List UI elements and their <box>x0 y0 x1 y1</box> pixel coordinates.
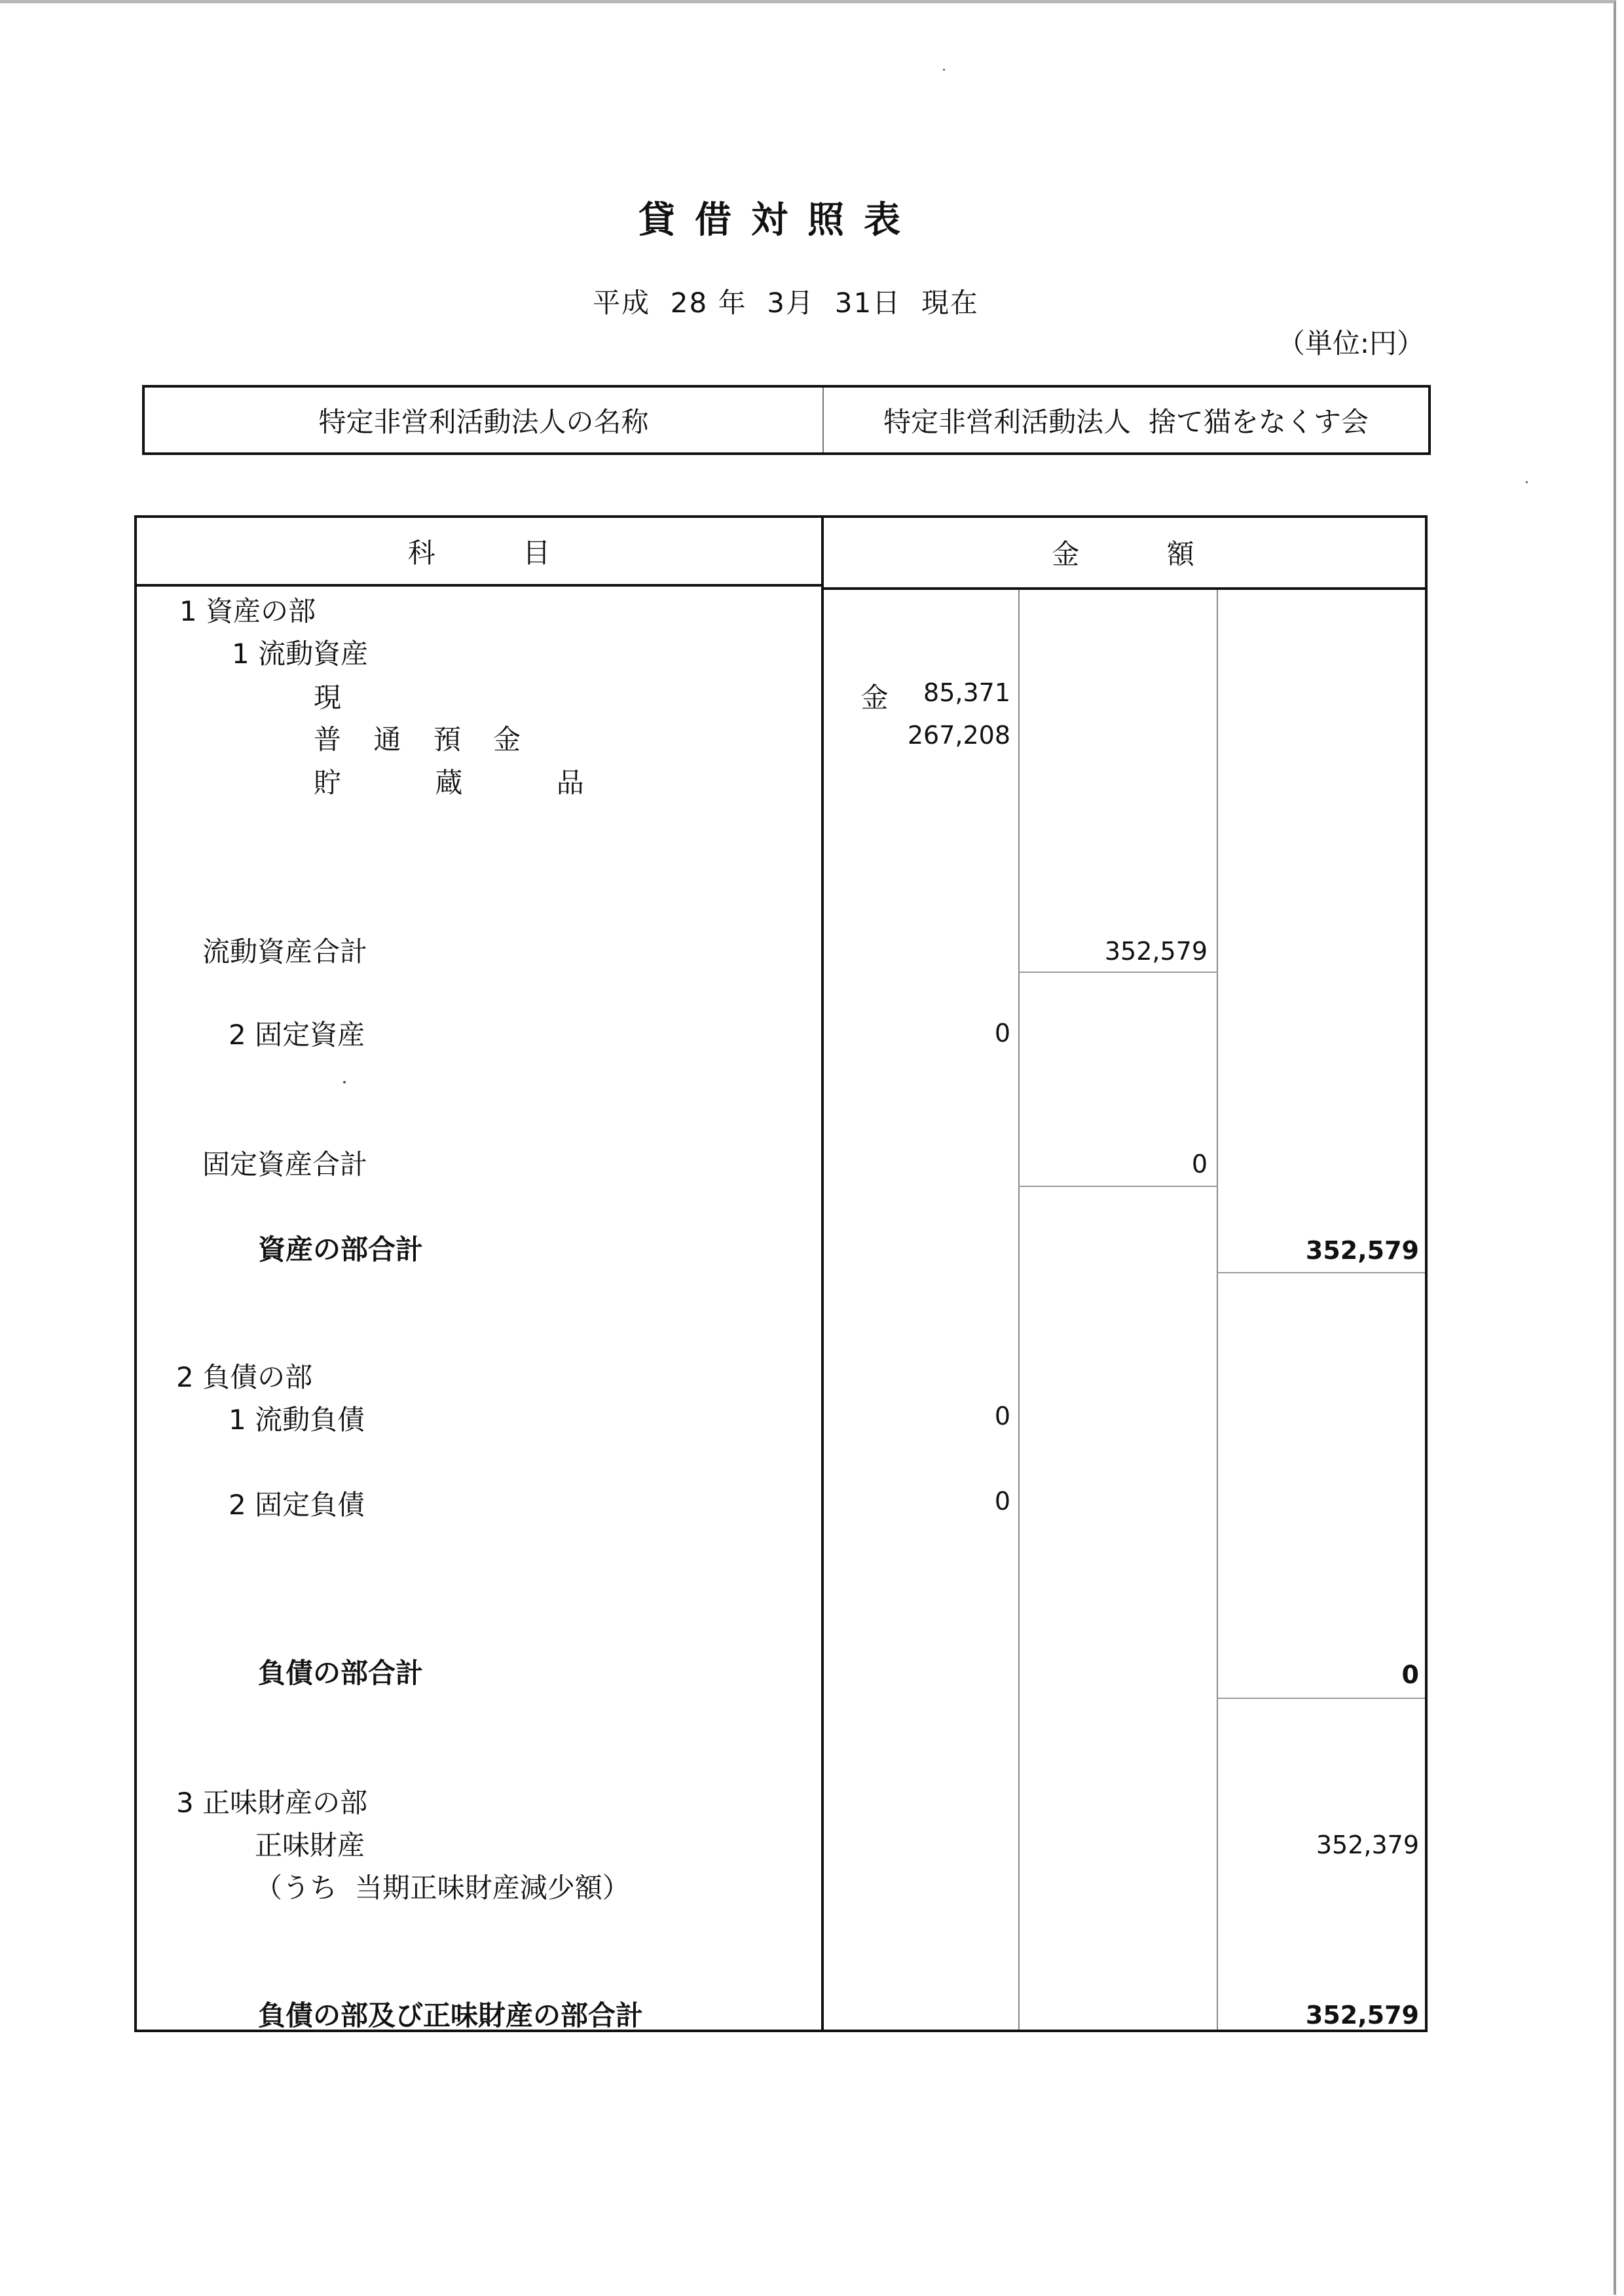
organization-name: 特定非営利活動法人 捨て猫をなくす会 <box>883 405 1369 438</box>
subject-header: 科 目 <box>137 518 821 587</box>
fixed-assets-total-value: 0 <box>1191 1150 1208 1178</box>
fixed-liabilities-value: 0 <box>994 1487 1010 1516</box>
liabilities-total-rule <box>1217 1698 1425 1699</box>
assets-section-heading: 1 資産の部 <box>179 595 316 627</box>
balance-sheet-table <box>134 515 1428 2032</box>
fixed-assets-heading: 2 固定資産 <box>229 1019 365 1051</box>
grand-total-label: 負債の部及び正味財産の部合計 <box>258 1999 644 2032</box>
fixed-liabilities-label: 2 固定負債 <box>229 1489 365 1521</box>
fixed-assets-value: 0 <box>994 1019 1010 1048</box>
cash-value: 85,371 <box>923 678 1010 707</box>
current-liabilities-value: 0 <box>994 1402 1010 1430</box>
document-title: 貸借対照表 <box>638 199 920 242</box>
grand-total-value: 352,579 <box>1305 2001 1419 2030</box>
liabilities-total-label: 負債の部合計 <box>258 1657 424 1689</box>
net-assets-label: 正味財産 <box>255 1829 365 1861</box>
current-liabilities-label: 1 流動負債 <box>229 1404 365 1436</box>
liabilities-total-value: 0 <box>1401 1660 1419 1689</box>
deposit-value: 267,208 <box>907 721 1010 750</box>
organization-name-table <box>142 385 1431 455</box>
stock-label: 貯 蔵 品 <box>314 767 596 799</box>
amount-header: 金 額 <box>821 518 1425 590</box>
net-assets-section-heading: 3 正味財産の部 <box>176 1787 368 1819</box>
net-assets-decrease-label: （うち 当期正味財産減少額） <box>255 1872 630 1904</box>
organization-label: 特定非営利活動法人の名称 <box>145 388 824 452</box>
fixed-assets-total-rule <box>1018 1186 1218 1187</box>
amount-column-divider-2 <box>1217 590 1218 2030</box>
scan-speck <box>1526 481 1528 483</box>
assets-total-rule <box>1217 1272 1425 1273</box>
scan-speck <box>343 1081 346 1084</box>
amount-column-divider-1 <box>1018 590 1020 2030</box>
current-assets-total-label: 流動資産合計 <box>202 936 368 968</box>
net-assets-value: 352,379 <box>1316 1831 1419 1859</box>
current-assets-heading: 1 流動資産 <box>232 638 369 670</box>
column-divider <box>821 518 824 2030</box>
cash-label: 現 金 <box>314 682 928 714</box>
assets-total-value: 352,579 <box>1305 1236 1419 1265</box>
current-assets-total-value: 352,579 <box>1104 937 1208 966</box>
assets-total-label: 資産の部合計 <box>258 1233 424 1266</box>
fixed-assets-total-label: 固定資産合計 <box>202 1148 368 1180</box>
unit-label: （単位:円） <box>1277 327 1424 359</box>
liabilities-section-heading: 2 負債の部 <box>176 1361 313 1393</box>
scan-speck <box>943 69 945 71</box>
document-date: 平成 28 年 3月 31日 現在 <box>593 287 979 319</box>
deposit-label: 普 通 預 金 <box>314 723 533 756</box>
current-assets-total-rule <box>1018 972 1218 973</box>
